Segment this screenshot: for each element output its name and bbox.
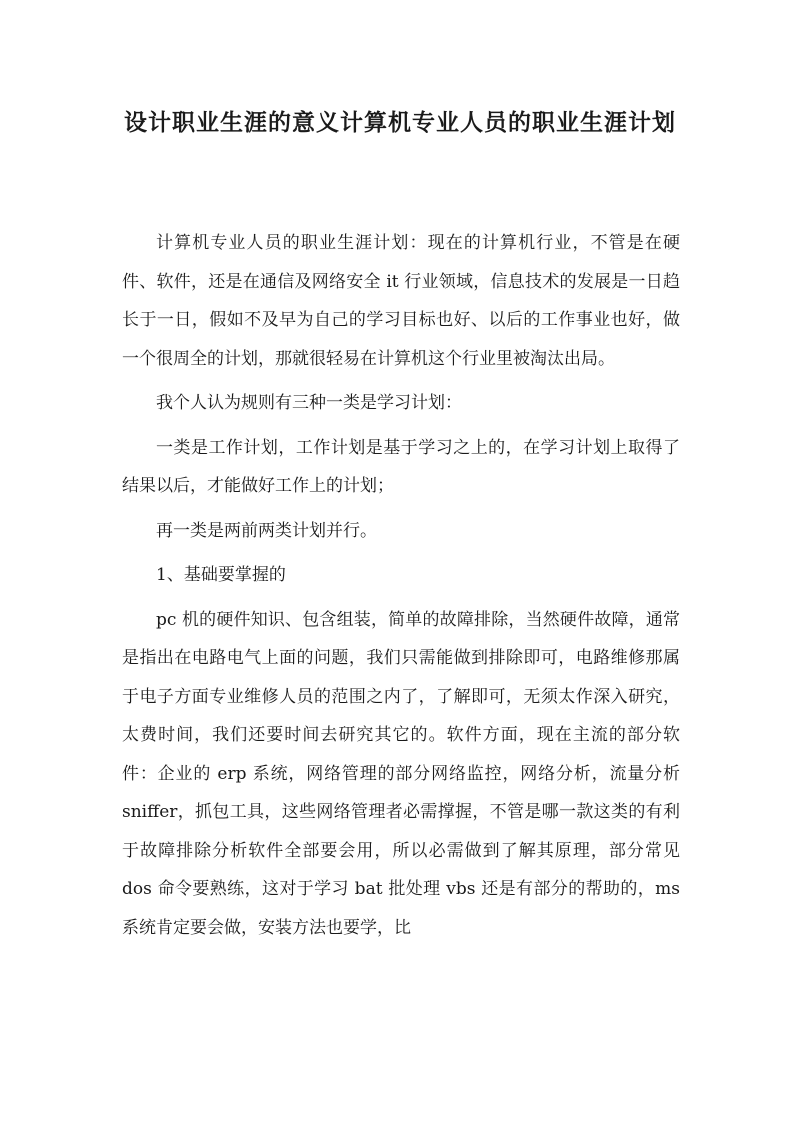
paragraph-hardware-software: pc 机的硬件知识、包含组装，简单的故障排除，当然硬件故障，通常是指出在电路电气上面的问题，我们只需能做到排除即可，电路维修那属于电子方面专业维修人员的范围之内了，了解即可，无须太作深入研究，太费时间，我们还要时间去研究其它的。软件方面，现在主流的部分软件：企业的 erp 系统，网络管理的部分网络监控，网络分析，流量分析 sniffer，抓包工具，这些网络管理者必需撑握，不管是哪一款这类的有利于故障排除分析软件全部要会用，所以必需做到了解其原理，部分常见 dos 命令要熟练，这对于学习 bat 批处理 vbs 还是有部分的帮助的，ms 系统肯定要会做，安装方法也要学，比 bbox=[122, 609, 680, 938]
section-heading-basics: 1、基础要掌握的 bbox=[156, 565, 286, 585]
paragraph-intro: 计算机专业人员的职业生涯计划：现在的计算机行业，不管是在硬件、软件，还是在通信及网络安全 it 行业领域，信息技术的发展是一日趋长于一日，假如不及早为自己的学习目标也好、以后的工作事业也好，做一个很周全的计划，那就很轻易在计算机这个行业里被淘汰出局。 bbox=[122, 233, 680, 369]
document-body bbox=[122, 224, 680, 947]
paragraph-parallel-plan: 再一类是两前两类计划并行。 bbox=[156, 520, 377, 541]
paragraph-work-plan: 一类是工作计划，工作计划是基于学习之上的，在学习计划上取得了结果以后，才能做好工作上的计划； bbox=[122, 437, 680, 496]
paragraph-plan-types: 我个人认为规则有三种一类是学习计划： bbox=[156, 393, 462, 413]
document-title: 设计职业生涯的意义计算机专业人员的职业生涯计划 bbox=[124, 110, 676, 136]
